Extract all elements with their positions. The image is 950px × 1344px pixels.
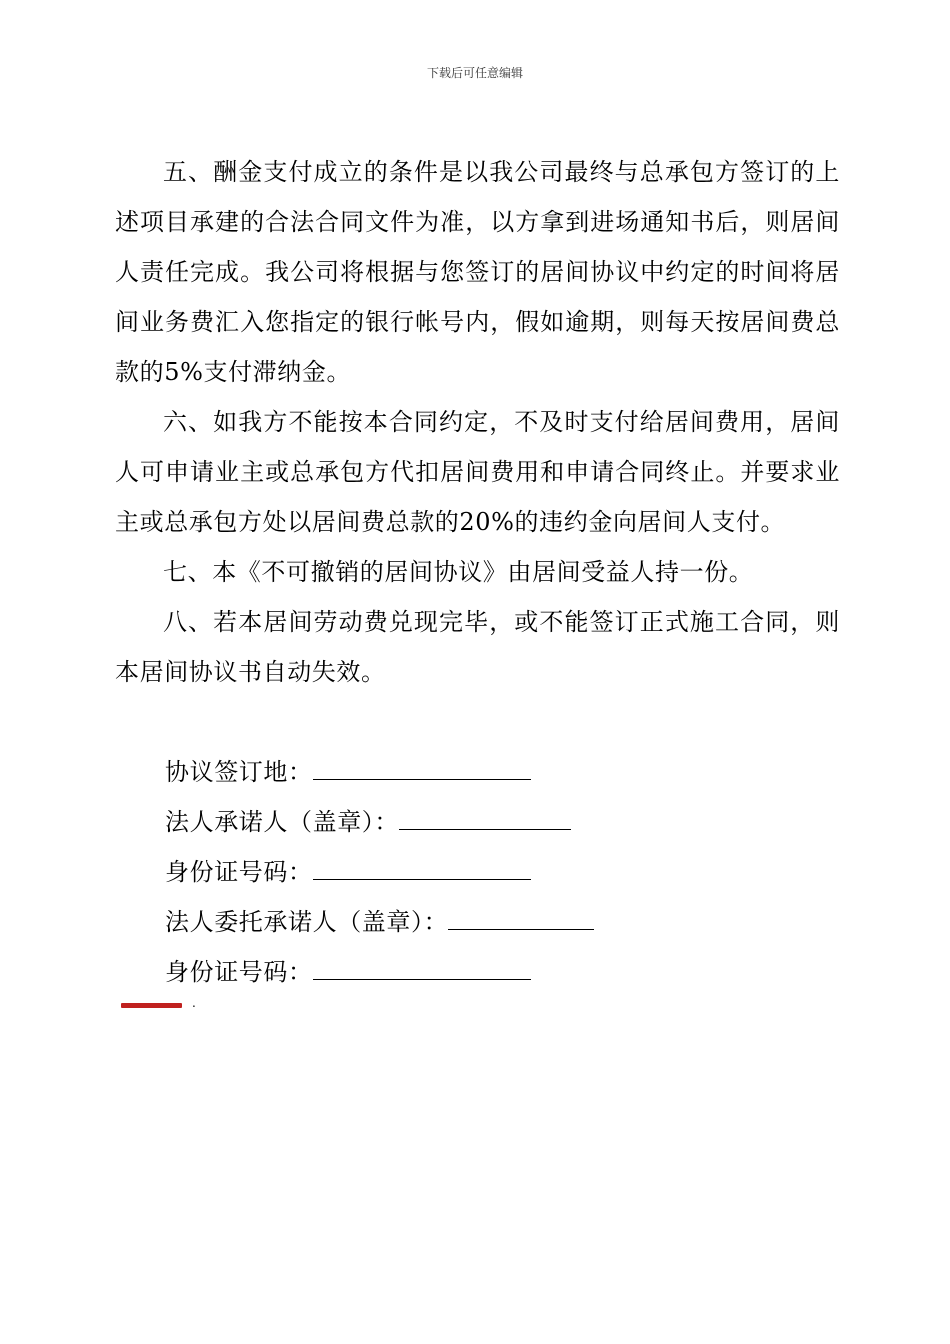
section-spacer [115, 697, 840, 747]
id-number-blank-1[interactable] [313, 855, 531, 880]
legal-person-label: 法人承诺人（盖章）： [165, 808, 399, 836]
delegate-label: 法人委托承诺人（盖章）： [165, 908, 449, 936]
footer-dot: . [192, 996, 196, 1010]
signing-place-label: 协议签订地： [165, 758, 313, 786]
page-header: 下载后可任意编辑 [426, 66, 523, 80]
delegate-blank[interactable] [448, 905, 594, 930]
red-underline-mark [121, 1003, 182, 1008]
delegate-line [115, 897, 840, 947]
clause-6: 六、如我方不能按本合同约定，不及时支付给居间费用，居间人可申请业主或总承包方代扣居间费用和申请合同终止。并要求业主或总承包方处以居间费总款的20%的违约金向居间人支付。 [115, 408, 840, 536]
id-number-blank-2[interactable] [313, 955, 531, 980]
clause-8: 八、若本居间劳动费兑现完毕，或不能签订正式施工合同，则本居间协议书自动失效。 [115, 608, 840, 686]
signing-place-line [115, 747, 840, 797]
signing-place-blank[interactable] [313, 755, 531, 780]
legal-person-blank[interactable] [399, 805, 571, 830]
id-number-label-2: 身份证号码： [165, 958, 313, 986]
legal-person-line [115, 797, 840, 847]
id-number-line-1 [115, 847, 840, 897]
clause-7: 七、本《不可撤销的居间协议》由居间受益人持一份。 [163, 558, 754, 586]
id-number-line-2 [115, 947, 840, 997]
clause-5: 五、酬金支付成立的条件是以我公司最终与总承包方签订的上述项目承建的合法合同文件为准，以方拿到进场通知书后，则居间人责任完成。我公司将根据与您签订的居间协议中约定的时间将居间业务费汇入您指定的银行帐号内，假如逾期，则每天按居间费总款的5%支付滞纳金。 [115, 158, 840, 386]
document-body [115, 147, 840, 997]
id-number-label-1: 身份证号码： [165, 858, 313, 886]
